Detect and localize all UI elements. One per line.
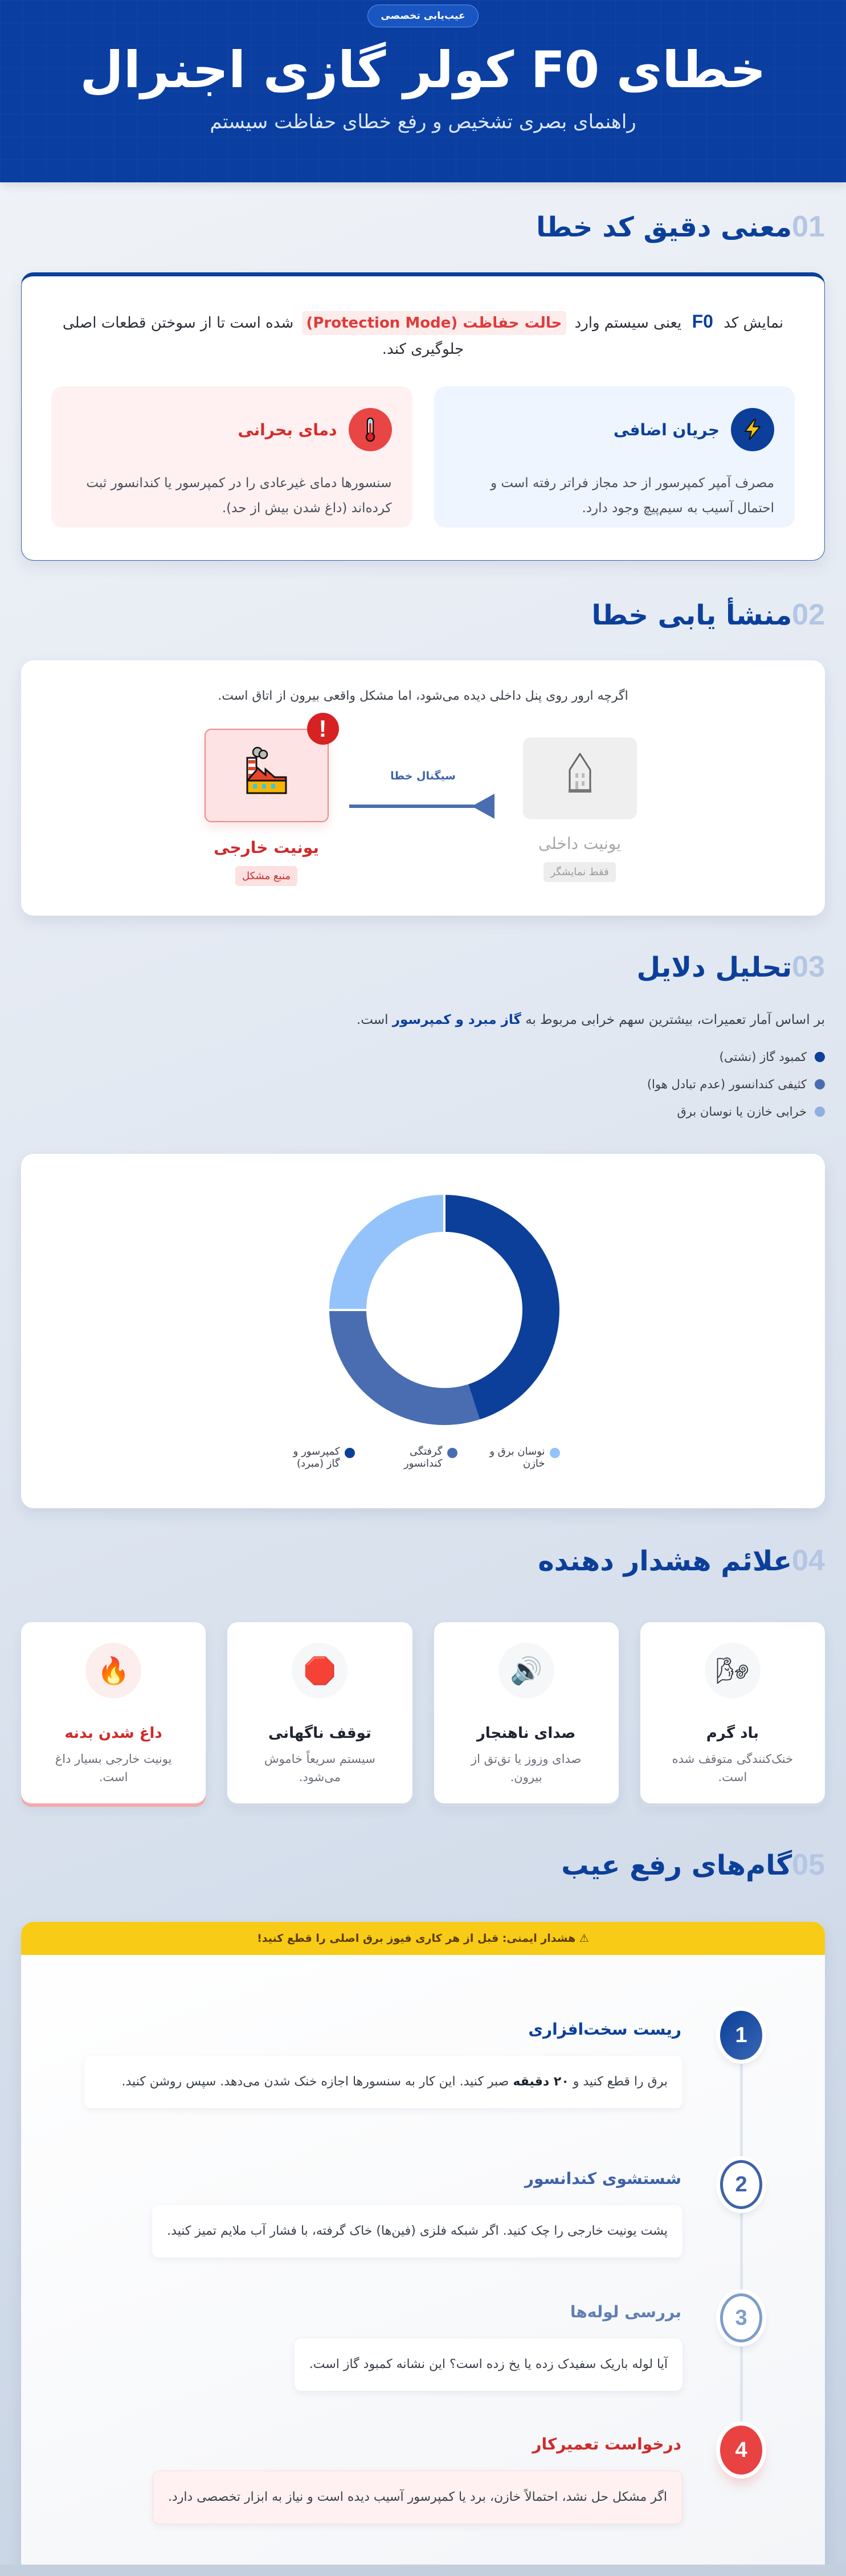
- step-item: [21, 1995, 825, 2144]
- indoor-unit-box: [523, 737, 637, 819]
- step-body: [84, 2056, 682, 2108]
- symptom-cards: [21, 1622, 825, 1803]
- signal-line: [349, 805, 475, 808]
- step-body-bold: ۲۰ دقیقه: [513, 2075, 569, 2089]
- section-heading: [21, 1848, 825, 1922]
- hero-badge: عیب‌یابی تخصصی: [367, 5, 478, 27]
- page-subtitle: راهنمای بصری تشخیص و رفع خطای حفاظت سیستم: [210, 110, 636, 133]
- section-title: تحلیل دلایل: [636, 952, 792, 983]
- origin-card: [21, 660, 825, 916]
- outdoor-unit-tag: منبع مشکل: [235, 866, 297, 886]
- legend-item[interactable]: [372, 1446, 457, 1469]
- outdoor-unit-box: [205, 715, 329, 822]
- symptom-card-noise: [434, 1622, 619, 1803]
- alert-icon: !: [307, 713, 339, 745]
- step-title: شستشوی کندانسور: [524, 2169, 681, 2188]
- meaning-card: [21, 272, 825, 561]
- symptom-card-hot-air: [640, 1622, 825, 1803]
- indoor-unit: [512, 721, 648, 882]
- arrow-left-icon: [472, 794, 494, 819]
- lightning-icon: [731, 408, 774, 451]
- symptom-desc: سیستم سریعاً خاموش می‌شود.: [264, 1752, 375, 1784]
- step-title: ریست سخت‌افزاری: [528, 2020, 681, 2039]
- outdoor-unit: [198, 715, 335, 886]
- list-item-label: کمبود گاز (نشتی): [719, 1050, 807, 1064]
- section-origin: [0, 561, 846, 916]
- hero-header: [0, 0, 846, 182]
- thermometer-icon: [349, 408, 392, 451]
- step-item: [21, 2277, 825, 2410]
- symptom-title: صدای ناهنجار: [476, 1725, 576, 1742]
- list-item-label: خرابی خازن یا نوسان برق: [677, 1105, 807, 1118]
- slice-separator: [443, 1194, 446, 1234]
- cause-header: [72, 408, 392, 451]
- intro-part: بر اساس آمار تعمیرات، بیشترین سهم خرابی مربوط به: [525, 1013, 825, 1027]
- bullet-dot-icon: [815, 1107, 825, 1117]
- origin-diagram: [21, 715, 825, 886]
- list-item: [21, 1043, 825, 1071]
- bullet-dot-icon: [815, 1079, 825, 1089]
- legend-label: گرفتگی کندانسور: [403, 1446, 443, 1469]
- section-heading: [21, 598, 825, 660]
- error-signal-arrow: [349, 721, 497, 835]
- house-icon: [557, 750, 603, 806]
- legend-item[interactable]: [287, 1446, 355, 1469]
- step-body-part: برق را قطع کنید و: [573, 2075, 668, 2089]
- hot-air-icon: 🌬: [705, 1643, 761, 1699]
- step-title: بررسی لوله‌ها: [570, 2303, 681, 2321]
- section-number: 04: [792, 1544, 825, 1577]
- step-body-part: صبر کنید. این کار به سنسورها اجازه خنک شدن می‌دهد. سپس روشن کنید.: [121, 2075, 509, 2089]
- list-item: [21, 1071, 825, 1098]
- section-symptoms: [0, 1508, 846, 1803]
- cause-desc: مصرف آمپر کمپرسور از حد مجاز فراتر رفته است و احتمال آسیب به سیم‌پیچ وجود دارد.: [490, 476, 774, 516]
- section-analysis: [0, 916, 846, 1508]
- step-body: آیا لوله باریک سفیدک زده یا یخ زده است؟ این نشانه کمبود گاز است.: [295, 2338, 682, 2391]
- signal-label: سیگنال خطا: [390, 770, 456, 782]
- step-body: پشت یونیت خارجی را چک کنید. اگر شبکه فلزی (فین‌ها) خاک گرفته، با فشار آب ملایم تمیز کنید.: [152, 2205, 682, 2257]
- page-title: خطای F0 کولر گازی اجنرال: [80, 40, 766, 99]
- meaning-text-part: نمایش کد: [724, 315, 784, 332]
- legend-label: نوسان برق و خازن: [489, 1446, 545, 1469]
- cause-header: [455, 408, 775, 451]
- symptom-title: داغ شدن بدنه: [64, 1725, 162, 1742]
- meaning-text: [51, 308, 795, 362]
- section-heading: [21, 210, 825, 272]
- cause-row: [51, 386, 795, 528]
- step-body: اگر مشکل حل نشد، احتمالاً خازن، برد یا کمپرسور آسیب دیده است و نیاز به ابزار تخصصی دارد.: [153, 2471, 682, 2524]
- origin-note: اگرچه ارور روی پنل داخلی دیده می‌شود، اما مشکل واقعی بیرون از اتاق است.: [218, 689, 628, 703]
- symptom-card-overheating: [21, 1622, 206, 1803]
- indoor-unit-tag: فقط نمایشگر: [543, 862, 615, 882]
- section-meaning: [0, 182, 846, 561]
- cause-overcurrent: [434, 386, 795, 528]
- page-footer-strip: [0, 2565, 846, 2576]
- intro-bold: گاز مبرد و کمپرسور: [392, 1013, 521, 1027]
- factory-icon: [240, 744, 293, 807]
- step-item: [21, 2410, 825, 2559]
- symptom-desc: صدای وزوز یا تق‌تق از بیرون.: [471, 1752, 582, 1784]
- speaker-noise-icon: 🔊: [498, 1643, 554, 1699]
- cause-critical-temp: [51, 386, 412, 528]
- chart-legend: [21, 1446, 825, 1469]
- indoor-unit-name: یونیت داخلی: [538, 834, 622, 853]
- steps-card: [21, 1922, 825, 2565]
- step-title: درخواست تعمیرکار: [532, 2435, 681, 2453]
- section-title: گام‌های رفع عیب: [561, 1850, 792, 1881]
- legend-swatch: [447, 1448, 457, 1458]
- donut-hole: [366, 1232, 522, 1388]
- intro-part: است.: [356, 1013, 389, 1027]
- section-number: 05: [792, 1848, 825, 1881]
- slice-separator: [328, 1309, 367, 1311]
- section-title: علائم هشدار دهنده: [538, 1545, 792, 1577]
- section-heading: [21, 1544, 825, 1611]
- section-number: 03: [792, 950, 825, 983]
- section-steps: [0, 1803, 846, 2565]
- donut-chart-card: [21, 1154, 825, 1508]
- step-number-badge: 3: [720, 2293, 762, 2342]
- symptom-title: باد گرم: [706, 1725, 759, 1742]
- cause-desc: سنسورها دمای غیرعادی را در کمپرسور یا کندانسور ثبت کرده‌اند (داغ شدن بیش از حد).: [86, 476, 392, 516]
- legend-item[interactable]: [475, 1446, 560, 1469]
- meaning-text-part: یعنی سیستم وارد: [574, 315, 682, 332]
- section-title: معنی دقیق کد خطا: [536, 211, 792, 243]
- bullet-dot-icon: [815, 1052, 825, 1062]
- list-item: [21, 1098, 825, 1125]
- section-number: 02: [792, 598, 825, 631]
- section-number: 01: [792, 210, 825, 243]
- symptom-desc: یونیت خارجی بسیار داغ است.: [55, 1752, 172, 1784]
- step-item: [21, 2144, 825, 2277]
- cause-title: جریان اضافی: [613, 420, 720, 439]
- legend-swatch: [550, 1448, 560, 1458]
- steps-timeline: [21, 1955, 825, 2559]
- analysis-intro: [21, 1013, 825, 1027]
- list-item-label: کثیفی کندانسور (عدم تبادل هوا): [647, 1077, 807, 1091]
- protection-mode-highlight: حالت حفاظت (Protection Mode): [302, 311, 567, 335]
- cause-title: دمای بحرانی: [238, 420, 337, 439]
- causes-list: [21, 1043, 825, 1125]
- outdoor-unit-name: یونیت خارجی: [214, 838, 319, 857]
- error-code: F0: [692, 311, 713, 332]
- legend-swatch: [345, 1448, 355, 1458]
- meaning-text-part: شده است تا از سوختن قطعات اصلی جلوگیری کند.: [62, 315, 464, 358]
- fire-icon: 🔥: [85, 1643, 141, 1699]
- stop-sign-icon: 🛑: [292, 1643, 348, 1699]
- symptom-card-sudden-stop: [227, 1622, 412, 1803]
- step-number-badge: 4: [720, 2426, 762, 2475]
- step-number-badge: 1: [720, 2011, 762, 2060]
- safety-warning-banner: ⚠ هشدار ایمنی: قبل از هر کاری فیوز برق اصلی را قطع کنید!: [21, 1922, 825, 1955]
- symptom-desc: خنک‌کنندگی متوقف شده است.: [672, 1752, 794, 1784]
- symptom-title: توقف ناگهانی: [268, 1725, 371, 1742]
- section-title: منشأ یابی خطا: [591, 599, 792, 631]
- section-heading: [21, 950, 825, 1013]
- legend-label: کمپرسور و گاز (مبرد): [293, 1446, 340, 1469]
- step-number-badge: 2: [720, 2160, 762, 2209]
